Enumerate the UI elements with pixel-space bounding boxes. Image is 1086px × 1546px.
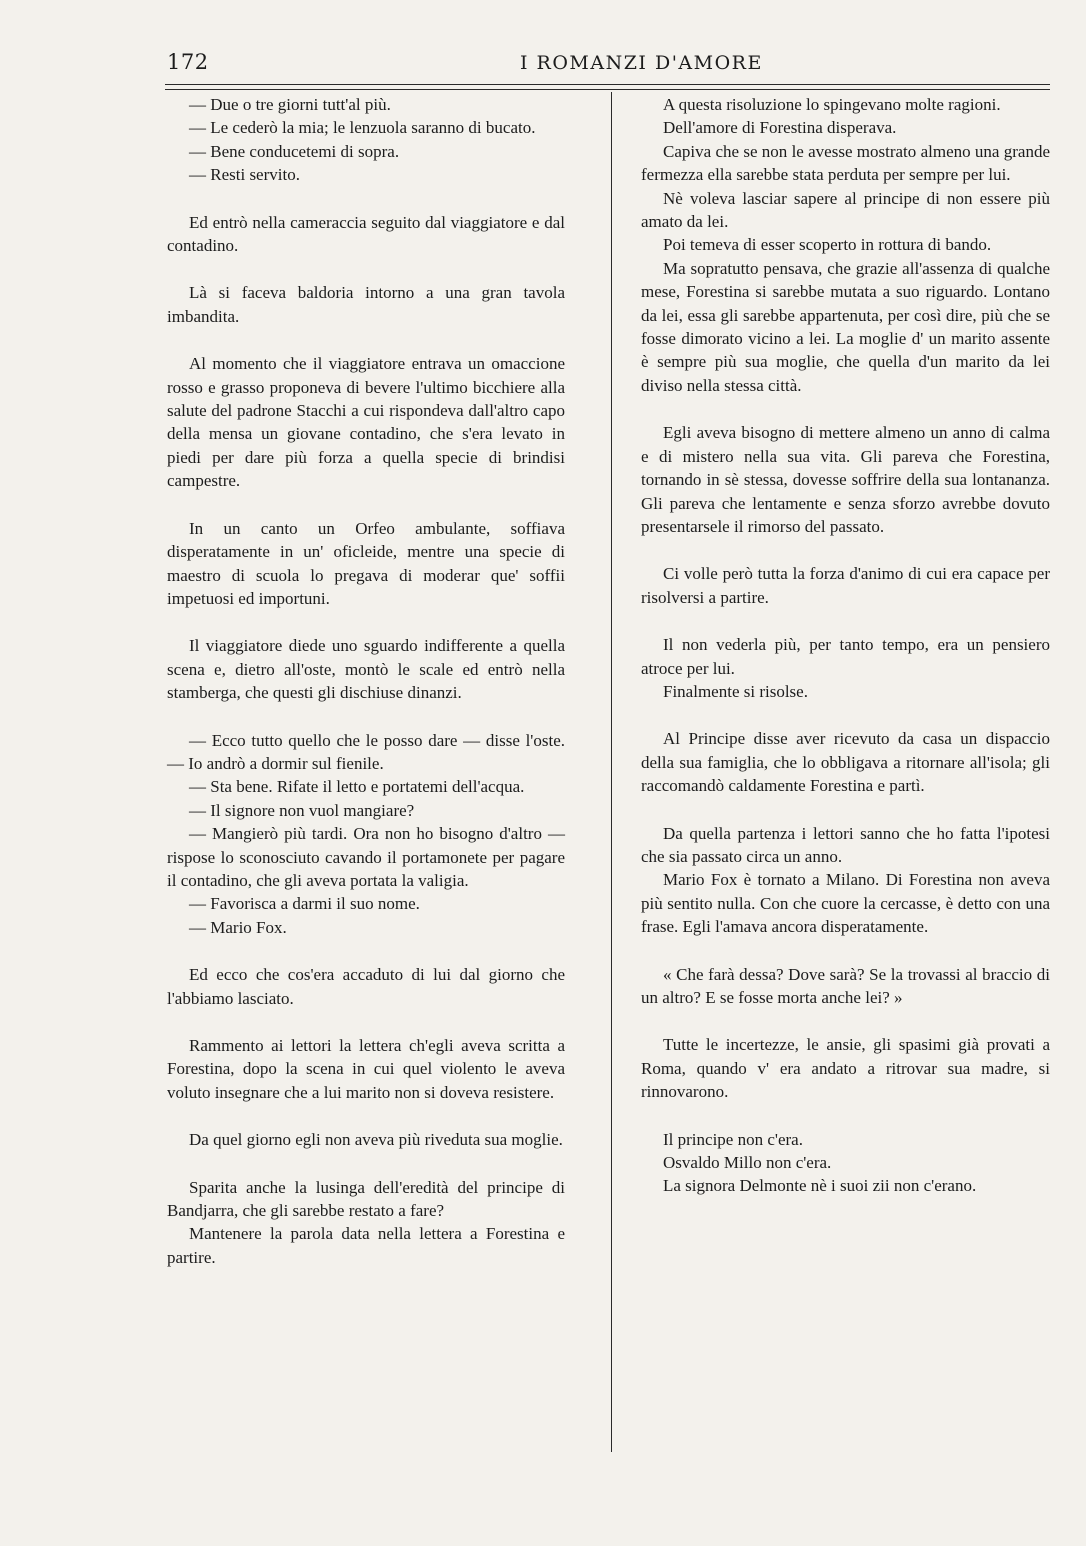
paragraph: Finalmente si risolse. [663, 681, 808, 701]
paragraph: Ed entrò nella cameraccia seguito dal viaggiatore e dal contadino. [167, 212, 565, 256]
paragraph: Mario Fox è tornato a Milano. Di Forestina non aveva più sentito nulla. Con che cuore la cercasse, è detto con una frase. Egli l'amava ancora disperatamente. [641, 870, 1050, 937]
paragraph: Da quella partenza i lettori sanno che ho fatta l'ipotesi che sia passato circa un anno. [641, 823, 1050, 866]
paragraph: Rammento ai lettori la lettera ch'egli aveva scritta a Forestina, dopo la scena in cui quel violento le aveva voluto insegnare che a lui marito non si doveva resistere. [167, 1036, 565, 1102]
paragraph: Poi temeva di esser scoperto in rottura di bando. [663, 235, 992, 255]
paragraph: Mantenere la parola data nella lettera a Forestina e partire. [167, 1224, 565, 1267]
header-rule [165, 89, 1050, 90]
paragraph: Al momento che il viaggiatore entrava un omaccione rosso e grasso proponeva di bevere l'ultimo bicchiere alla salute del padrone Stacchi a cui rispondeva dall'altro capo della mensa un giovane contadino, che s'era levato in piedi per dare più forza a quella specie di brindisi campestre. [167, 354, 565, 491]
paragraph: — Resti servito. [189, 165, 300, 185]
paragraph: — Il signore non vuol mangiare? [189, 800, 415, 820]
paragraph: In un canto un Orfeo ambulante, soffiava disperatamente in un' oficleide, mentre una specie di maestro di scuola lo pregava di moderar que' soffii impetuosi ed importuni. [167, 518, 565, 608]
paragraph: Nè voleva lasciar sapere al principe di non essere più amato da lei. [641, 188, 1050, 232]
paragraph: Il non vederla più, per tanto tempo, era un pensiero atroce per lui. [641, 635, 1050, 678]
paragraph: Sparita anche la lusinga dell'eredità del principe di Bandjarra, che gli sarebbe restato a fare? [167, 1177, 565, 1221]
paragraph: Al Principe disse aver ricevuto da casa un dispaccio della sua famiglia, che lo obbligava a ritornare all'isola; gli raccomandò caldamente Forestina e partì. [641, 729, 1050, 796]
paragraph: — Favorisca a darmi il suo nome. [189, 894, 420, 914]
page-header [165, 44, 1050, 84]
paragraph: Ci volle però tutta la forza d'animo di cui era capace per risolversi a partire. [641, 564, 1050, 607]
paragraph: Ma sopratutto pensava, che grazie all'assenza di qualche mese, Forestina si sarebbe mutata a suo riguardo. Lontano da lei, essa gli sarebbe appartenuta, per così dire, più che se fosse dimorato vicino a lei. La moglie d' un marito assente è sempre più sua moglie, che quella d'un marito da lei diviso nella stessa città. [641, 258, 1050, 395]
paragraph: La signora Delmonte nè i suoi zii non c'erano. [663, 1176, 977, 1196]
paragraph: Il viaggiatore diede uno sguardo indifferente a quella scena e, dietro all'oste, montò le scale ed entrò nella stamberga, che questi gli dischiuse dinanzi. [167, 636, 565, 703]
paragraph: Il principe non c'era. [663, 1129, 803, 1149]
column-divider [611, 92, 612, 1452]
paragraph: Ed ecco che cos'era accaduto di lui dal giorno che l'abbiamo lasciato. [167, 965, 565, 1008]
paragraph: — Bene conducetemi di sopra. [189, 141, 400, 161]
running-title: I ROMANZI D'AMORE [520, 52, 763, 74]
paragraph: Là si faceva baldoria intorno a una gran tavola imbandita. [167, 283, 565, 326]
right-column [641, 93, 1050, 1198]
paragraph: — Le cederò la mia; le lenzuola saranno di bucato. [189, 118, 536, 138]
paragraph: « Che farà dessa? Dove sarà? Se la trovassi al braccio di un altro? E se fosse morta anche lei? » [641, 964, 1050, 1007]
paragraph: — Ecco tutto quello che le posso dare — disse l'oste. — Io andrò a dormir sul fienile. [167, 730, 565, 773]
paragraph: — Sta bene. Rifate il letto e portatemi dell'acqua. [189, 777, 525, 797]
paragraph: Capiva che se non le avesse mostrato almeno una grande fermezza ella sarebbe stata perduta per sempre per lui. [641, 141, 1050, 185]
page-number: 172 [167, 50, 209, 74]
left-column [167, 93, 565, 1269]
paragraph: Dell'amore di Forestina disperava. [663, 118, 897, 138]
paragraph: — Due o tre giorni tutt'al più. [189, 95, 391, 114]
paragraph: Da quel giorno egli non aveva più riveduta sua moglie. [189, 1130, 563, 1150]
paragraph: Egli aveva bisogno di mettere almeno un anno di calma e di mistero nella sua vita. Gli pareva che Forestina, tornando in sè stessa, dovesse soffrire della sua lontananza. Gli pareva che lentamente e senza sforzo avrebbe dovuto presentarsele il rimorso del passato. [641, 423, 1050, 536]
header-rule [165, 84, 1050, 85]
paragraph: — Mangierò più tardi. Ora non ho bisogno d'altro — rispose lo sconosciuto cavando il portamonete per pagare il contadino, che gli aveva portata la valigia. [167, 824, 565, 890]
paragraph: Tutte le incertezze, le ansie, gli spasimi già provati a Roma, quando v' era andato a ritrovar sua madre, si rinnovarono. [641, 1035, 1050, 1102]
paragraph: — Mario Fox. [189, 917, 287, 937]
paragraph: A questa risoluzione lo spingevano molte ragioni. [663, 95, 1001, 114]
paragraph: Osvaldo Millo non c'era. [663, 1153, 832, 1173]
